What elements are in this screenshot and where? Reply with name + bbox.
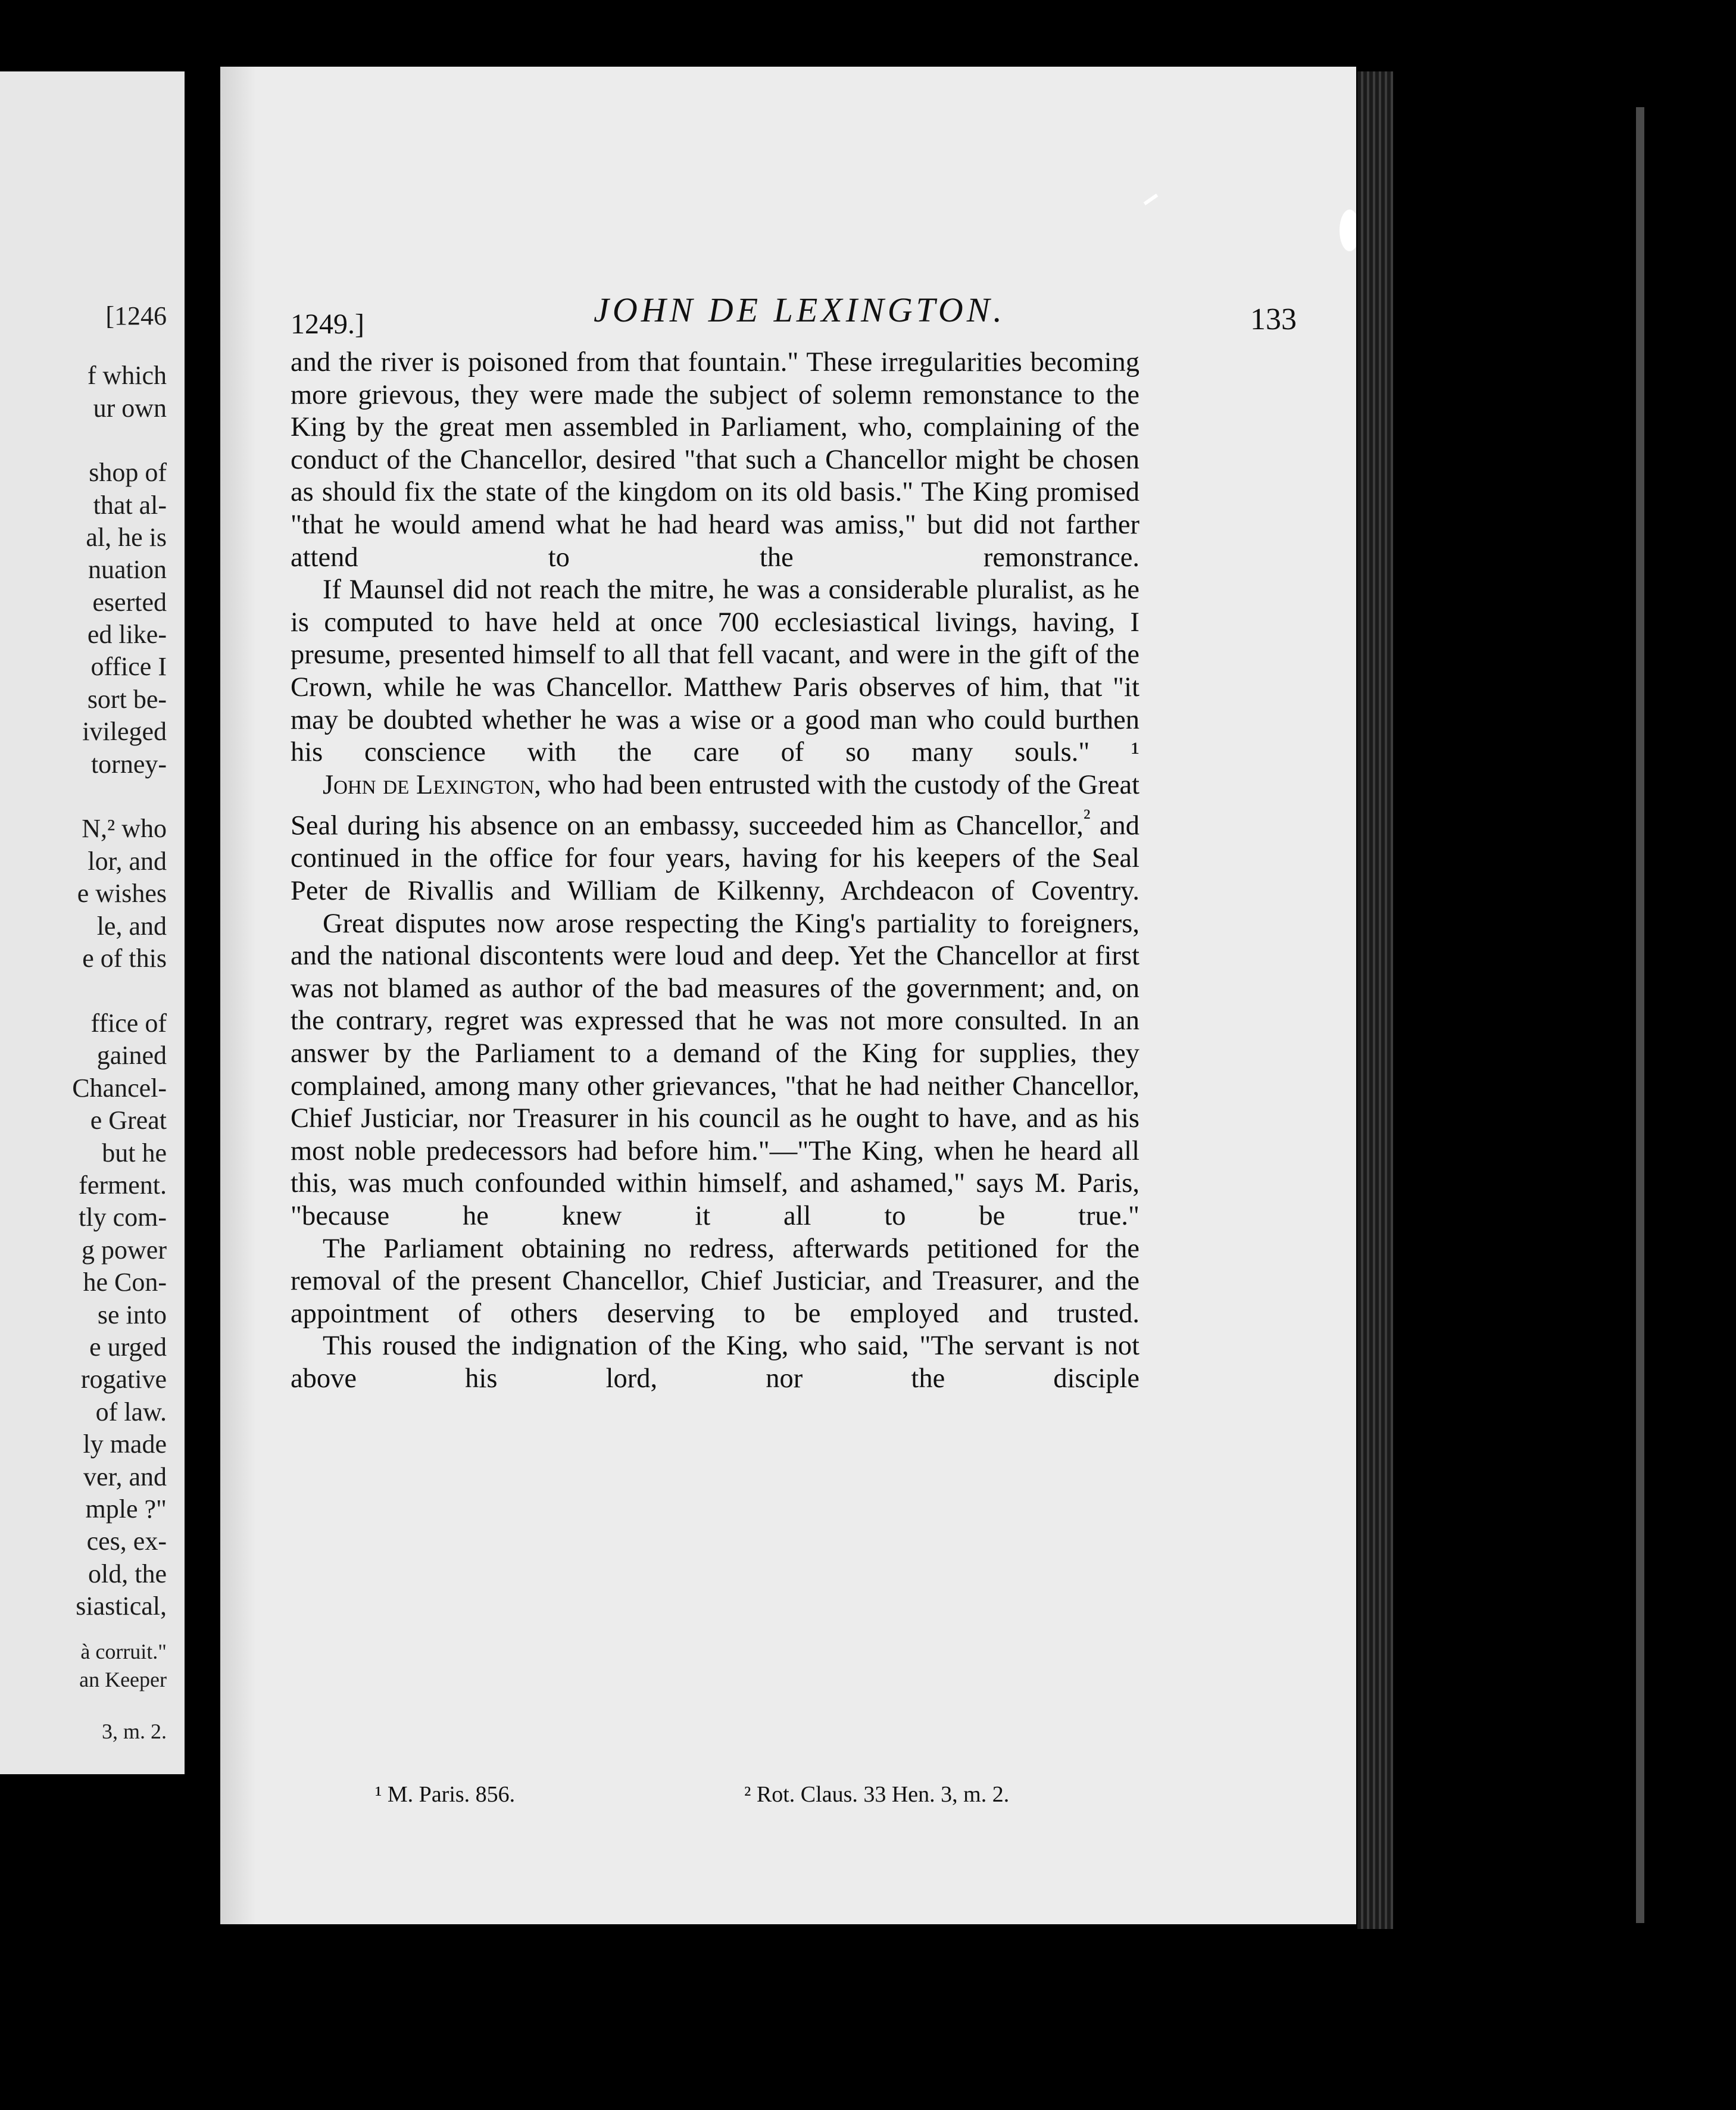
facing-page-line: rogative bbox=[80, 1365, 167, 1394]
facing-page-line: ivileged bbox=[82, 717, 167, 746]
facing-page-line: lor, and bbox=[88, 847, 167, 876]
facing-page-line: sort be- bbox=[87, 685, 167, 714]
page-edges bbox=[1636, 107, 1644, 1923]
facing-page-line: mple ?" bbox=[85, 1494, 167, 1524]
facing-page-line: se into bbox=[97, 1300, 167, 1329]
paper-mark bbox=[1340, 210, 1356, 251]
facing-page-line: ces, ex- bbox=[86, 1527, 167, 1556]
facing-page-line: e wishes bbox=[77, 879, 167, 908]
facing-page-line: f which bbox=[87, 361, 167, 390]
facing-page-line: torney- bbox=[90, 750, 167, 779]
facing-page-line: [1246 bbox=[105, 301, 167, 330]
facing-page-line: nuation bbox=[88, 555, 167, 584]
facing-page-line: that al- bbox=[93, 491, 167, 520]
footnote: ¹ M. Paris. 856. bbox=[375, 1782, 516, 1807]
facing-page-line: ur own bbox=[93, 394, 167, 423]
facing-page-line: ffice of bbox=[90, 1009, 167, 1038]
paragraph-text: and continued in the office for four years, having for his keepers of the Seal Peter de Rivallis and William de Kilkenny, Archdeacon of Coventry. bbox=[291, 810, 1140, 906]
facing-page-line: e of this bbox=[82, 944, 167, 973]
facing-page-line: but he bbox=[102, 1138, 167, 1168]
facing-page-line: he Con- bbox=[83, 1268, 167, 1297]
facing-page-line: N,² who bbox=[82, 814, 167, 843]
paper-mark bbox=[1144, 193, 1159, 205]
facing-page-line: Chancel- bbox=[72, 1073, 167, 1103]
body-text bbox=[291, 347, 1139, 1396]
facing-page-line: ver, and bbox=[83, 1462, 167, 1491]
page-number: 133 bbox=[1250, 302, 1297, 336]
running-header bbox=[291, 290, 1309, 355]
facing-page-line: e urged bbox=[89, 1332, 167, 1362]
facing-page-line: e Great bbox=[90, 1106, 167, 1135]
book-page bbox=[220, 67, 1356, 1924]
header-year: 1249.] bbox=[291, 308, 364, 340]
paragraph: Great disputes now arose respecting the King's partiality to foreigners, and the national discontents were loud and deep. Yet the Chancellor at first was not blamed as author of the bad measures of the government; and, on the contrary, regret was expressed that he was not more consulted. In an answer by the Parliament to a demand of the King for supplies, they complained, among many other grievances, "that he had neither Chancellor, Chief Justiciar, nor Treasurer in his council as he ought to have, and as his most noble predecessors had before him."—"The King, when he heard all this, was much confounded within himself, and ashamed," says M. Paris, "because he knew it all to be true." bbox=[291, 908, 1139, 1231]
facing-page-line: le, and bbox=[96, 912, 167, 941]
paragraph: This roused the indignation of the King, who said, "The servant is not above his lord, nor the disciple bbox=[291, 1331, 1139, 1394]
facing-page-line: ly made bbox=[83, 1429, 167, 1459]
page-title: JOHN DE LEXINGTON. bbox=[594, 291, 1006, 329]
facing-page-line: siastical, bbox=[76, 1591, 167, 1621]
facing-page-line: gained bbox=[96, 1041, 167, 1070]
facing-page-line: al, he is bbox=[86, 523, 167, 552]
paragraph bbox=[291, 769, 1139, 908]
facing-page-line: g power bbox=[82, 1235, 167, 1265]
facing-page-line: old, the bbox=[88, 1559, 167, 1588]
paragraph: and the river is poisoned from that fountain." These irregularities becoming more grievous, they were made the subject of solemn remonstance to the King by the great men assembled in Parliament, who, complaining of the conduct of the Chancellor, desired "that such a Chancellor might be chosen as should fix the state of the kingdom on its old basis." The King promised "that he would amend what he had heard was amiss," but did not farther attend to the remonstrance. bbox=[291, 347, 1139, 573]
paragraph: If Maunsel did not reach the mitre, he was a considerable pluralist, as he is computed to have held at once 700 ecclesiastical livings, having, I presume, presented himself to all that fell vacant, and were in the gift of the Crown, while he was Chancellor. Matthew Paris observes of him, that "it may be doubted whether he was a wise or a good man who could burthen his conscience with the care of so many souls." ¹ bbox=[291, 575, 1139, 768]
facing-page-line: tly com- bbox=[79, 1203, 167, 1232]
facing-page-line: an Keeper bbox=[79, 1668, 167, 1691]
facing-page-line: office I bbox=[90, 652, 167, 681]
facing-page-line: 3, m. 2. bbox=[101, 1719, 167, 1743]
paragraph-text: who had been entrusted with the custody of the Great Seal during his absence on an embassy, succeeded him as Chancellor, bbox=[291, 769, 1139, 841]
paragraph: The Parliament obtaining no redress, afterwards petitioned for the removal of the present Chancellor, Chief Justiciar, and Treasurer, and the appointment of others deserving to be employed and trusted. bbox=[291, 1233, 1139, 1329]
facing-page-line: shop of bbox=[89, 458, 167, 487]
facing-page-line: ferment. bbox=[79, 1171, 167, 1200]
facing-page-line: ed like- bbox=[87, 620, 167, 649]
facing-page-line: à corruit." bbox=[80, 1640, 167, 1663]
person-name: John de Lexington, bbox=[323, 769, 541, 800]
page-edges bbox=[1357, 71, 1393, 1929]
facing-page-line: eserted bbox=[92, 588, 167, 617]
facing-page bbox=[0, 71, 185, 1774]
facing-page-line: of law. bbox=[95, 1397, 167, 1427]
footnote-marker: ² bbox=[1083, 804, 1091, 831]
footnote: ² Rot. Claus. 33 Hen. 3, m. 2. bbox=[744, 1782, 1010, 1807]
